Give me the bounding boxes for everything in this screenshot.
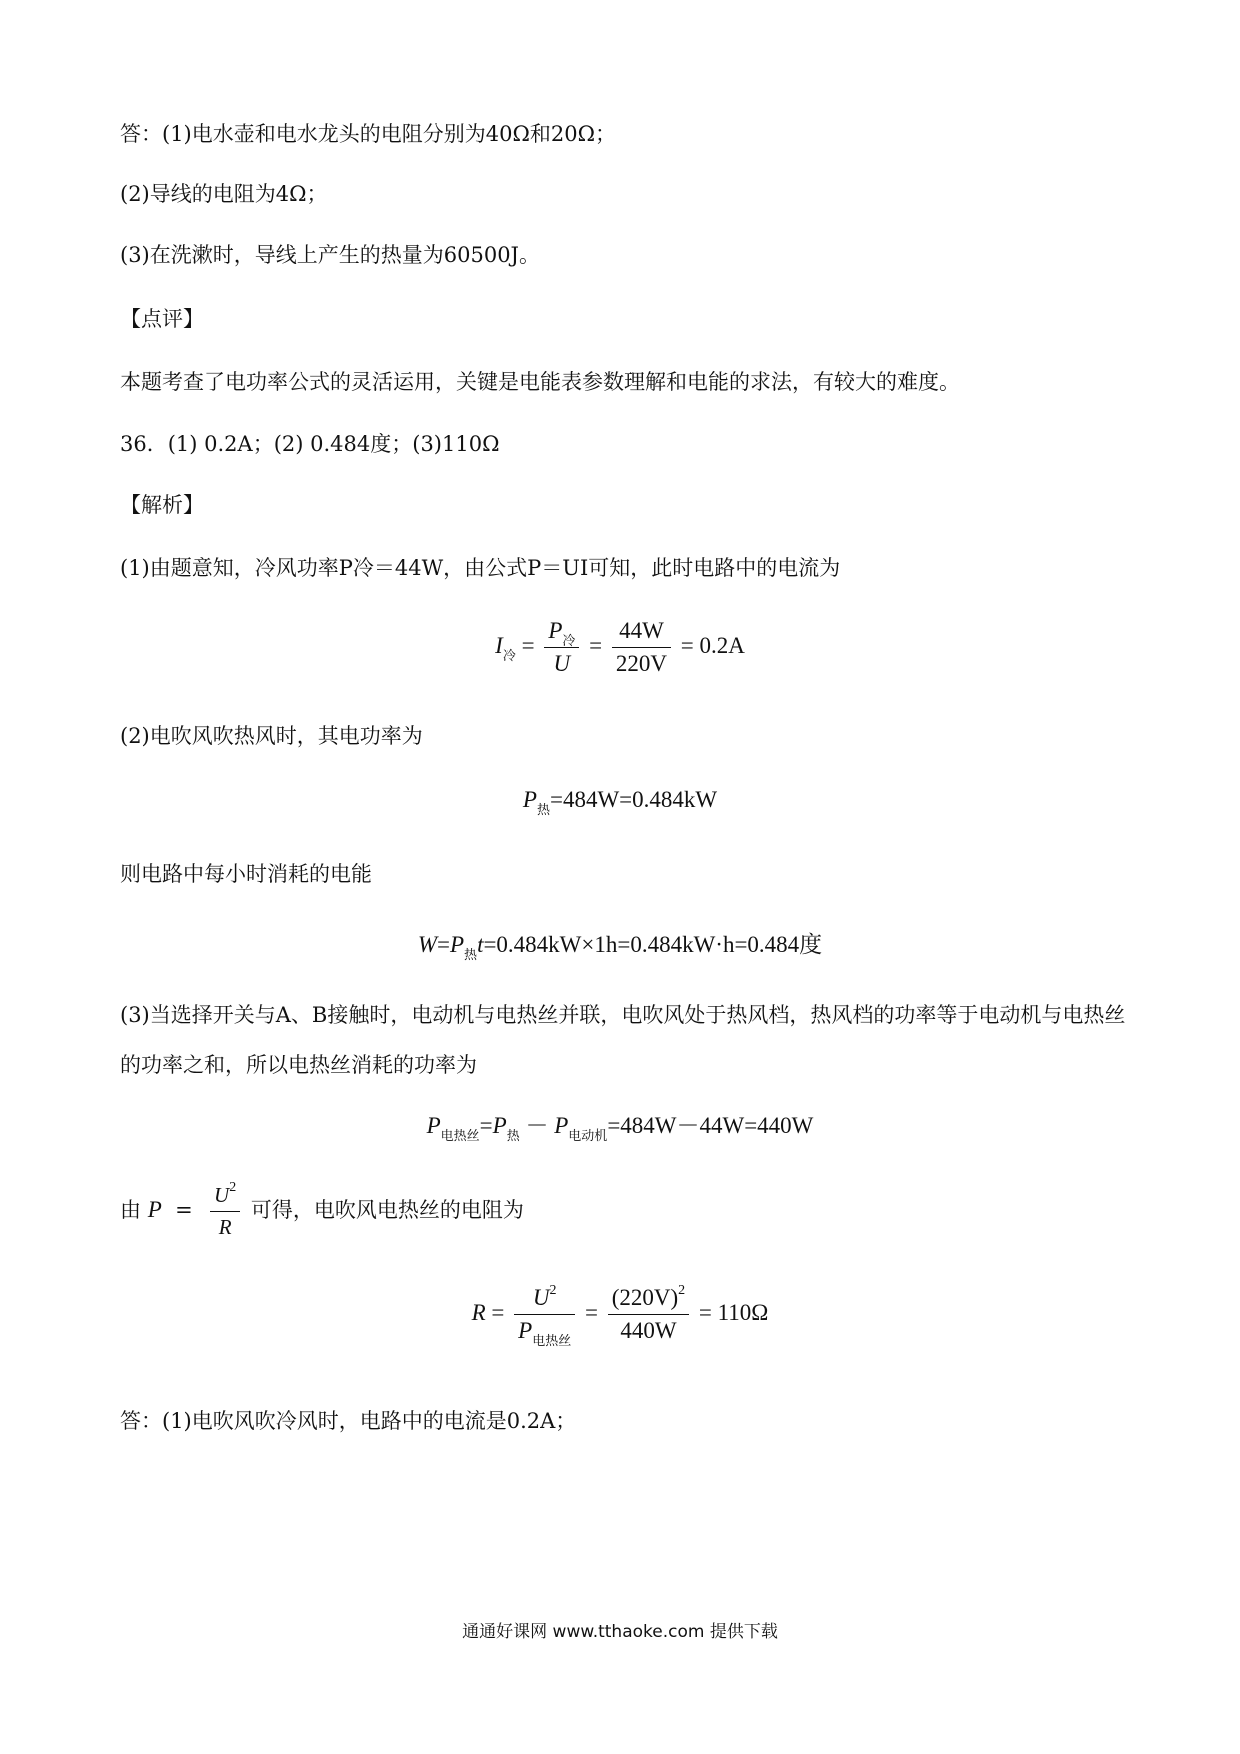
fraction-u2-over-p: $\frac{U^2}{P_{电热丝}}$ (514, 1285, 575, 1344)
footer-watermark: 通通好课网 www.tthaoke.com 提供下载 (462, 1622, 778, 1642)
q36-summary: 36．(1) 0.2A；(2) 0.484度；(3)110Ω (120, 432, 500, 456)
equation-wire-power: $P_{电热丝}=P_热 - P_{电动机}=484W-44W=440W$ (426, 1113, 814, 1143)
answer-line-1: 答：(1)电水壶和电水龙头的电阻分别为40Ω和20Ω； (120, 122, 617, 146)
energy-text: 则电路中每小时消耗的电能 (120, 862, 372, 886)
fraction-u2-over-r: $\frac{U^2}{R}$ (210, 1183, 240, 1240)
comment-text: 本题考查了电功率公式的灵活运用，关键是电能表参数理解和电能的求法，有较大的难度。 (120, 370, 960, 394)
equation-energy: $W=P_热t=0.484kW\times 1h=0.484kW\cdot h=0.484$度 (417, 932, 823, 962)
part3-text: (3)当选择开关与A、B接触时，电动机与电热丝并联，电吹风处于热风档，热风档的功率等于电动机与电热丝的功率之和，所以电热丝消耗的功率为 (120, 1003, 1126, 1077)
analysis-heading: 【解析】 (120, 493, 204, 517)
fraction-values: $\frac{44W}{220V}$ (612, 618, 671, 677)
answer-part1: 答：(1)电吹风吹冷风时，电路中的电流是0.2A； (120, 1409, 577, 1433)
part2-text: (2)电吹风吹热风时，其电功率为 (120, 724, 423, 748)
answer-line-2: (2)导线的电阻为4Ω； (120, 182, 328, 206)
equation-resistance: R = $\frac{U^2}{P_{电热丝}}$ = $\frac{(220V)^2}{440W}$ = 110Ω (471, 1283, 769, 1348)
comment-heading: 【点评】 (120, 307, 204, 331)
equation-hot-power: $P_热=484W=0.484kW$ (522, 787, 718, 817)
fraction-p-over-u: $\frac{P_冷}{U}$ (544, 618, 579, 677)
formula-line: 由 P = $\frac{U^2}{R}$ 可得，电吹风电热丝的电阻为 (120, 1180, 524, 1240)
fraction-numeric: $\frac{(220V)^2}{440W}$ (608, 1285, 689, 1344)
part1-text: (1)由题意知，冷风功率P冷＝44W，由公式P＝UI可知，此时电路中的电流为 (120, 556, 841, 580)
answer-line-3: (3)在洗漱时，导线上产生的热量为60500J。 (120, 243, 540, 267)
equation-current: $I_冷$ = $\frac{P_冷}{U}$ = $\frac{44W}{220V}$ = 0.2A (495, 618, 745, 676)
